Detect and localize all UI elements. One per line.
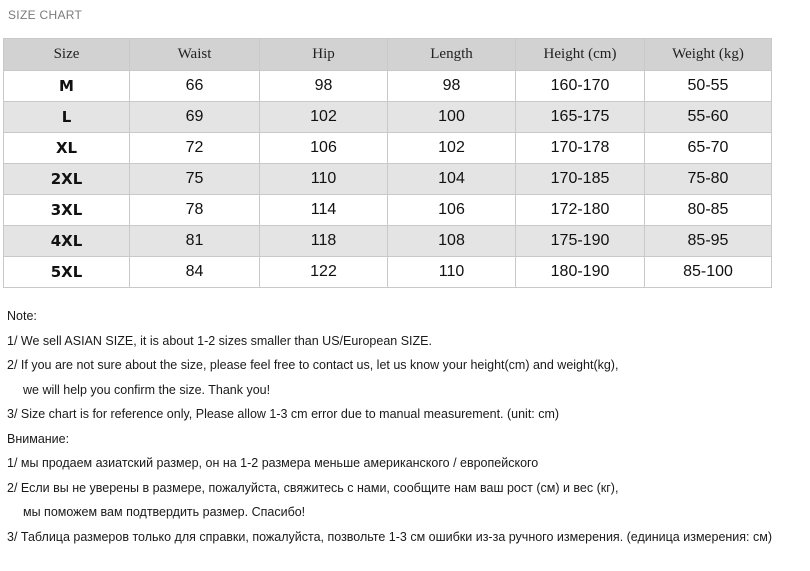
header-size: Size: [4, 39, 130, 71]
note-ru-2: 2/ Если вы не уверены в размере, пожалуйста, свяжитесь с нами, сообщите нам ваш рост (см) и вес (кг),: [7, 480, 619, 495]
header-hip: Hip: [260, 39, 388, 71]
length-cell: 108: [388, 226, 516, 257]
table-row: [4, 257, 772, 288]
hip-cell: 106: [260, 133, 388, 164]
waist-cell: 84: [130, 257, 260, 288]
weight-cell: 65-70: [645, 133, 772, 164]
note-en-1: 1/ We sell ASIAN SIZE, it is about 1-2 sizes smaller than US/European SIZE.: [7, 333, 432, 348]
hip-cell: 110: [260, 164, 388, 195]
hip-cell: 118: [260, 226, 388, 257]
size-chart-table: [3, 38, 772, 288]
waist-cell: 72: [130, 133, 260, 164]
note-en-2: 2/ If you are not sure about the size, please feel free to contact us, let us know your height(cm) and weight(kg),: [7, 358, 619, 372]
size-cell: 4XL: [4, 226, 130, 257]
height-cell: 170-178: [516, 133, 645, 164]
size-cell: 2XL: [4, 164, 130, 195]
length-cell: 100: [388, 102, 516, 133]
notes-section: [7, 304, 807, 549]
length-cell: 102: [388, 133, 516, 164]
waist-cell: 81: [130, 226, 260, 257]
header-length: Length: [388, 39, 516, 71]
page-title: SIZE CHART: [8, 8, 83, 22]
hip-cell: 122: [260, 257, 388, 288]
height-cell: 160-170: [516, 71, 645, 102]
hip-cell: 114: [260, 195, 388, 226]
table-row: [4, 226, 772, 257]
hip-cell: 102: [260, 102, 388, 133]
header-height: Height (cm): [516, 39, 645, 71]
waist-cell: 78: [130, 195, 260, 226]
table-row: [4, 133, 772, 164]
weight-cell: 75-80: [645, 164, 772, 195]
size-cell: 3XL: [4, 195, 130, 226]
height-cell: 170-185: [516, 164, 645, 195]
note-heading-en: Note:: [7, 309, 37, 323]
table-row: [4, 195, 772, 226]
waist-cell: 69: [130, 102, 260, 133]
note-en-3: 3/ Size chart is for reference only, Please allow 1-3 cm error due to manual measurement. (unit: cm): [7, 407, 560, 421]
header-weight: Weight (kg): [645, 39, 772, 71]
length-cell: 98: [388, 71, 516, 102]
note-en-2-continued: we will help you confirm the size. Thank you!: [23, 382, 271, 397]
note-ru-2-continued: мы поможем вам подтвердить размер. Спасибо!: [23, 505, 306, 519]
height-cell: 175-190: [516, 226, 645, 257]
waist-cell: 75: [130, 164, 260, 195]
hip-cell: 98: [260, 71, 388, 102]
height-cell: 180-190: [516, 257, 645, 288]
length-cell: 104: [388, 164, 516, 195]
weight-cell: 85-95: [645, 226, 772, 257]
table-row: [4, 102, 772, 133]
size-cell: L: [4, 102, 130, 133]
length-cell: 110: [388, 257, 516, 288]
size-cell: XL: [4, 133, 130, 164]
table-row: [4, 164, 772, 195]
waist-cell: 66: [130, 71, 260, 102]
size-cell: 5XL: [4, 257, 130, 288]
weight-cell: 55-60: [645, 102, 772, 133]
note-ru-1: 1/ мы продаем азиатский размер, он на 1-2 размера меньше американского / европейского: [7, 456, 539, 470]
note-heading-ru: Внимание:: [7, 431, 70, 446]
length-cell: 106: [388, 195, 516, 226]
height-cell: 165-175: [516, 102, 645, 133]
weight-cell: 80-85: [645, 195, 772, 226]
note-ru-3: 3/ Таблица размеров только для справки, пожалуйста, позвольте 1-3 см ошибки из-за ручного измерения. (единица измерения: см): [7, 529, 773, 544]
weight-cell: 50-55: [645, 71, 772, 102]
header-waist: Waist: [130, 39, 260, 71]
table-header-row: [4, 39, 772, 71]
weight-cell: 85-100: [645, 257, 772, 288]
table-row: [4, 71, 772, 102]
size-cell: M: [4, 71, 130, 102]
height-cell: 172-180: [516, 195, 645, 226]
